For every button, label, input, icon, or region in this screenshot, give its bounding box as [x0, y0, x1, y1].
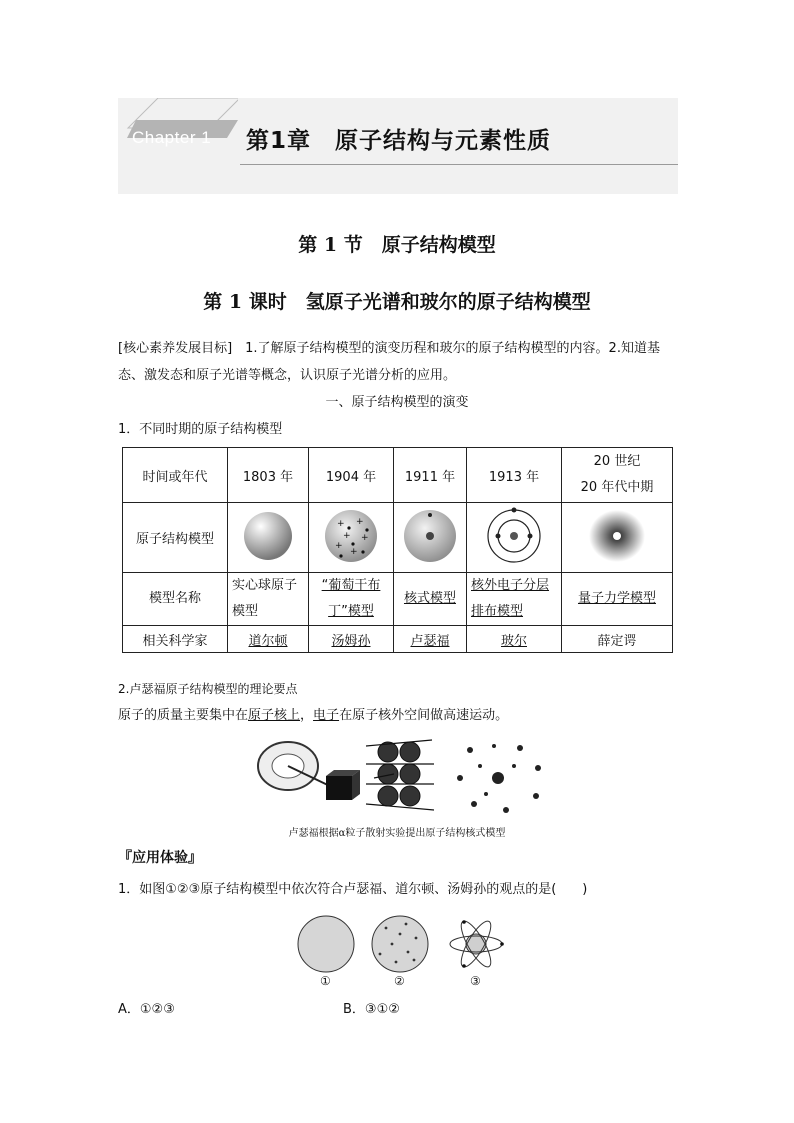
answer-nucleus: 原子核上	[248, 708, 301, 723]
table-row	[123, 626, 673, 653]
question-figure	[296, 914, 536, 976]
section-title: 第 1 节 原子结构模型	[298, 234, 496, 256]
nuclear-model-icon	[402, 508, 458, 564]
year-cell	[562, 448, 673, 503]
application-title: 『应用体验』	[118, 850, 202, 866]
model-image-cell	[228, 503, 309, 573]
question-1: 1．如图①②③原子结构模型中依次符合卢瑟福、道尔顿、汤姆孙的观点的是( )	[118, 882, 588, 897]
text-run: 原子的质量主要集中在	[118, 708, 249, 723]
model-name: 实心球原子模型	[228, 573, 309, 626]
scientist: 汤姆孙	[309, 626, 394, 653]
svg-text:+: +	[343, 530, 351, 541]
chapter-banner	[118, 98, 678, 194]
year-cell: 1904 年	[309, 448, 394, 503]
chapter-title: 第1章 原子结构与元素性质	[246, 128, 552, 154]
svg-text:+: +	[337, 518, 345, 529]
answer-electron: 电子	[313, 708, 340, 723]
item2-text	[118, 702, 508, 729]
option-a: A．①②③	[118, 1002, 175, 1017]
year-cell: 1911 年	[394, 448, 467, 503]
banner-divider	[240, 164, 678, 165]
model-name: “葡萄干布丁”模型	[309, 573, 394, 626]
item1-title: 1．不同时期的原子结构模型	[118, 422, 283, 437]
row-header-scientist: 相关科学家	[123, 626, 228, 653]
figure-label: ③	[470, 974, 481, 988]
scientist: 道尔顿	[228, 626, 309, 653]
chapter-label: Chapter 1	[132, 128, 212, 147]
svg-text:+: +	[361, 532, 369, 543]
svg-text:+: +	[356, 516, 364, 527]
solid-sphere-model-icon	[242, 510, 294, 562]
option-b: B．③①②	[343, 1002, 400, 1017]
row-header-model: 原子结构模型	[123, 503, 228, 573]
part-one-title: 一、原子结构模型的演变	[325, 395, 469, 410]
figure-label: ①	[320, 974, 331, 988]
table-row	[123, 503, 673, 573]
model-image-cell	[309, 503, 394, 573]
table-row	[123, 573, 673, 626]
figure-label: ②	[394, 974, 405, 988]
model-figure-2	[372, 916, 428, 972]
row-header-name: 模型名称	[123, 573, 228, 626]
model-image-cell	[394, 503, 467, 573]
svg-text:+: +	[335, 540, 343, 551]
svg-text:+: +	[350, 546, 358, 557]
model-figure-1	[298, 916, 354, 972]
year-line: 20 世纪	[593, 454, 641, 469]
model-name: 核外电子分层排布模型	[467, 573, 562, 626]
text-run: 在原子核外空间做高速运动。	[339, 708, 509, 723]
atomic-models-table	[122, 447, 673, 653]
model-figure-3	[450, 917, 504, 970]
year-line: 20 年代中期	[580, 480, 654, 495]
model-image-cell	[467, 503, 562, 573]
plum-pudding-model-icon	[323, 508, 379, 564]
scientist: 玻尔	[467, 626, 562, 653]
quantum-model-icon	[586, 508, 648, 564]
goals-label: [核心素养发展目标]	[118, 341, 233, 356]
item2-title: 2.卢瑟福原子结构模型的理论要点	[118, 682, 298, 696]
model-name: 量子力学模型	[562, 573, 673, 626]
model-image-cell	[562, 503, 673, 573]
model-name: 核式模型	[394, 573, 467, 626]
year-cell: 1913 年	[467, 448, 562, 503]
table-row	[123, 448, 673, 503]
lesson-title: 第 1 课时 氢原子光谱和玻尔的原子结构模型	[203, 291, 591, 313]
scattering-experiment-figure	[254, 738, 554, 820]
scientist: 薛定谔	[562, 626, 673, 653]
row-header-time: 时间或年代	[123, 448, 228, 503]
learning-goals	[118, 335, 678, 389]
goals-text: 1.了解原子结构模型的演变历程和玻尔的原子结构模型的内容。2.知道基态、激发态和原子光谱等概念，认识原子光谱分析的应用。	[118, 341, 660, 383]
experiment-caption: 卢瑟福根据α粒子散射实验提出原子结构核式模型	[288, 828, 506, 839]
year-cell: 1803 年	[228, 448, 309, 503]
text-run: ，	[300, 708, 314, 723]
bohr-model-icon	[484, 506, 544, 566]
scientist: 卢瑟福	[394, 626, 467, 653]
